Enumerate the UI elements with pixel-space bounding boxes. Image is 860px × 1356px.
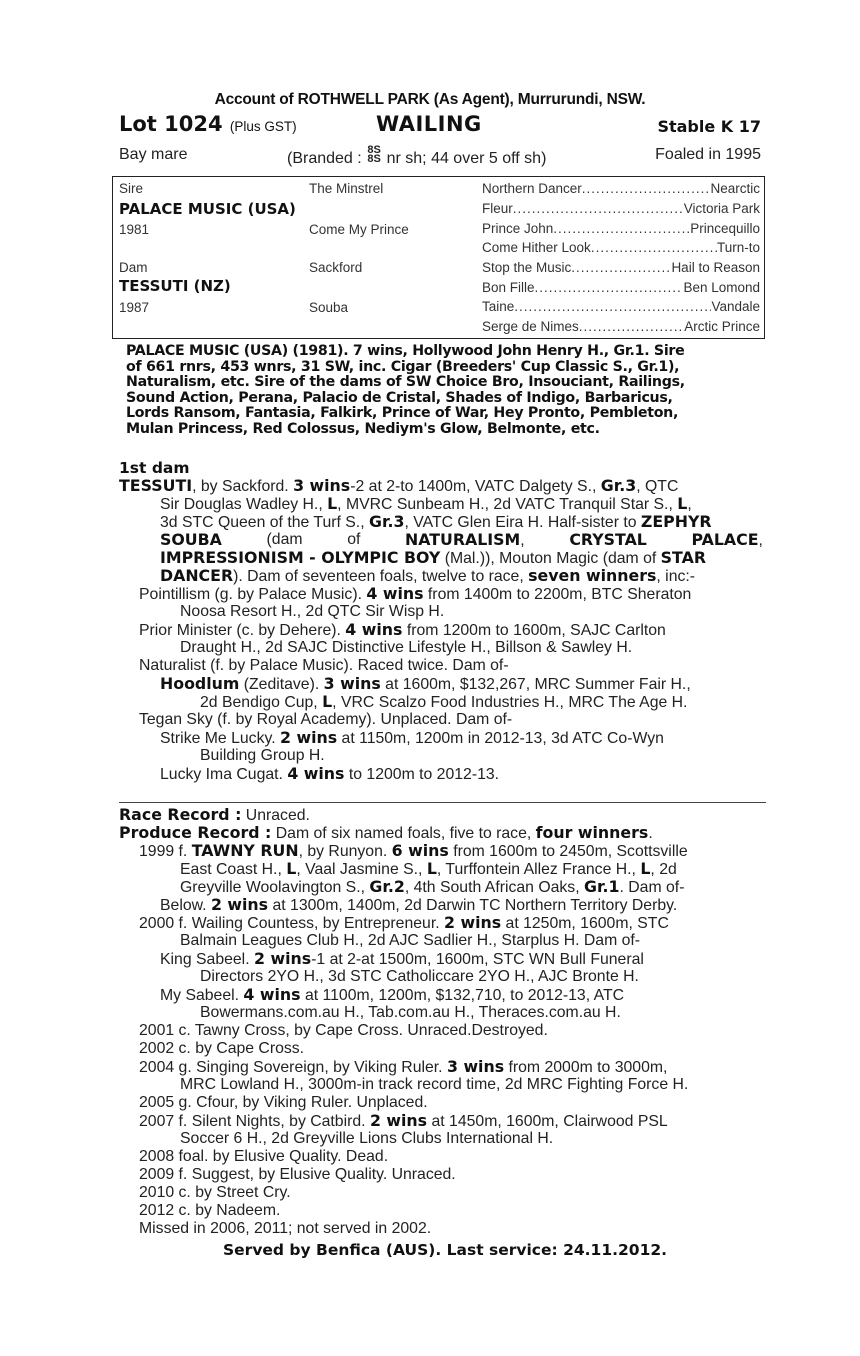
produce-line: Soccer 6 H., 2d Greyville Lions Clubs International H. bbox=[180, 1130, 554, 1147]
text: at 1450m, 1600m, Clairwood PSL bbox=[427, 1113, 668, 1130]
wins-bold: 3 wins bbox=[323, 674, 381, 693]
sire-summary-line: Naturalism, etc. Sire of the dams of SW Choice Bro, Insouciant, Railings, bbox=[126, 374, 685, 390]
ancestor-right: Turn-to bbox=[716, 240, 760, 255]
winners-bold: four winners bbox=[535, 823, 649, 842]
ancestor-row bbox=[482, 201, 760, 216]
produce-line: 2005 g. Cfour, by Viking Ruler. Unplaced. bbox=[139, 1094, 428, 1111]
ancestor-right: Ben Lomond bbox=[683, 280, 760, 295]
ancestor-row bbox=[482, 319, 760, 334]
text: (dam bbox=[266, 531, 303, 548]
produce-record-label: Produce Record : bbox=[119, 823, 272, 842]
sire-name: PALACE MUSIC (USA) bbox=[119, 200, 296, 218]
grade-bold: Gr.2 bbox=[369, 877, 405, 896]
text: Dam of six named foals, five to race, bbox=[271, 825, 536, 842]
text: Below. bbox=[160, 897, 211, 914]
wins-bold: 2 wins bbox=[369, 1111, 428, 1130]
wins-bold: 2 wins bbox=[279, 728, 338, 747]
text: from 2000m to 3000m, bbox=[504, 1059, 668, 1076]
ancestor-left: Bon Fille bbox=[482, 280, 535, 295]
text: Sir Douglas Wadley H., bbox=[160, 496, 328, 513]
progeny-line: Noosa Resort H., 2d QTC Sir Wisp H. bbox=[180, 603, 445, 620]
produce-line bbox=[160, 950, 644, 969]
sire-sire: The Minstrel bbox=[309, 181, 384, 196]
text: , QTC bbox=[636, 478, 679, 495]
brand-rest: nr sh; 44 over 5 off sh) bbox=[382, 150, 547, 167]
ancestor-row bbox=[482, 260, 760, 275]
section-divider bbox=[119, 802, 766, 803]
dam-name-bold: TESSUTI bbox=[119, 476, 193, 495]
produce-line: 2002 c. by Cape Cross. bbox=[139, 1040, 305, 1057]
ancestor-row bbox=[482, 181, 760, 196]
ancestor-left: Taine bbox=[482, 299, 515, 314]
ancestor-row bbox=[482, 280, 760, 295]
sire-summary-line: Mulan Princess, Red Colossus, Nediym's Glow, Belmonte, etc. bbox=[126, 420, 600, 437]
ancestor-right: Hail to Reason bbox=[671, 260, 760, 275]
text: Pointillism (g. by Palace Music). bbox=[139, 586, 367, 603]
text: . bbox=[648, 825, 653, 842]
produce-line: 2001 c. Tawny Cross, by Cape Cross. Unraced.Destroyed. bbox=[139, 1022, 548, 1039]
sire-dam: Come My Prince bbox=[309, 222, 409, 237]
dam-line bbox=[119, 477, 678, 496]
produce-line: 2012 c. by Nadeem. bbox=[139, 1202, 281, 1219]
horse-bold: SOUBA bbox=[160, 530, 222, 549]
sire-summary bbox=[126, 344, 766, 437]
winners-bold: seven winners bbox=[528, 566, 657, 585]
wins-bold: 2 wins bbox=[253, 949, 312, 968]
produce-line: Directors 2YO H., 3d STC Catholiccare 2YO H., AJC Bronte H. bbox=[200, 968, 639, 985]
text: , inc:- bbox=[656, 568, 696, 585]
text: 2004 g. Singing Sovereign, by Viking Ruler. bbox=[139, 1059, 447, 1076]
text: of bbox=[347, 531, 361, 548]
wins-bold: 2 wins bbox=[210, 895, 269, 914]
ancestor-right: Arctic Prince bbox=[684, 319, 760, 334]
text: , Turffontein Allez France H., bbox=[436, 861, 641, 878]
foaled-year: Foaled in 1995 bbox=[655, 146, 761, 163]
text: from 1200m to 1600m, SAJC Carlton bbox=[402, 622, 666, 639]
text: Lucky Ima Cugat. bbox=[160, 766, 288, 783]
text: (Mal.)), Mouton Magic (dam of bbox=[440, 550, 661, 567]
sire-year: 1981 bbox=[119, 222, 150, 237]
text: . Dam of- bbox=[619, 879, 685, 896]
ancestor-right: Princequillo bbox=[690, 221, 760, 236]
dam-name: TESSUTI (NZ) bbox=[119, 277, 231, 295]
progeny-line bbox=[139, 585, 691, 604]
produce-line: Missed in 2006, 2011; not served in 2002. bbox=[139, 1220, 432, 1237]
lot-number bbox=[119, 112, 297, 136]
stable-number: Stable K 17 bbox=[657, 117, 761, 136]
horse-bold: PALACE bbox=[691, 530, 759, 549]
text: at 1100m, 1200m, $132,710, to 2012-13, ATC bbox=[300, 987, 625, 1004]
text: at 1300m, 1400m, 2d Darwin TC Northern Territory Derby. bbox=[268, 897, 678, 914]
text: at 1600m, $132,267, MRC Summer Fair H., bbox=[380, 676, 691, 693]
dam-label: Dam bbox=[119, 260, 148, 275]
wins-bold: 3 wins bbox=[293, 476, 351, 495]
text: Greyville Woolavington S., bbox=[180, 879, 370, 896]
progeny-line bbox=[160, 675, 691, 694]
listed-bold: L bbox=[677, 494, 688, 513]
brand-icon bbox=[366, 146, 382, 164]
grade-bold: Gr.1 bbox=[584, 877, 620, 896]
produce-line bbox=[139, 914, 669, 933]
text: -1 at 2-at 1500m, 1600m, STC WN Bull Funeral bbox=[311, 951, 644, 968]
ancestor-left: Northern Dancer bbox=[482, 181, 582, 196]
ancestor-row bbox=[482, 240, 760, 255]
text: , bbox=[520, 532, 525, 549]
sire-label: Sire bbox=[119, 181, 144, 196]
produce-line bbox=[160, 986, 624, 1005]
progeny-line: Tegan Sky (f. by Royal Academy). Unplaced. Dam of- bbox=[139, 711, 513, 728]
progeny-line: Naturalist (f. by Palace Music). Raced twice. Dam of- bbox=[139, 657, 509, 674]
wins-bold: 2 wins bbox=[444, 913, 502, 932]
ancestor-left: Come Hither Look bbox=[482, 240, 591, 255]
served-by: Served by Benfica (AUS). Last service: 24.11.2012. bbox=[223, 1241, 668, 1259]
wins-bold: 3 wins bbox=[446, 1057, 505, 1076]
text: , Vaal Jasmine S., bbox=[296, 861, 427, 878]
text: to 1200m to 2012-13. bbox=[344, 766, 500, 783]
ancestor-left: Serge de Nimes bbox=[482, 319, 579, 334]
ancestor-right: Nearctic bbox=[710, 181, 760, 196]
colour-sex: Bay mare bbox=[119, 146, 188, 163]
text: , MVRC Sunbeam H., 2d VATC Tranquil Star S., bbox=[337, 496, 678, 513]
produce-line: Balmain Leagues Club H., 2d AJC Sadlier H., Starplus H. Dam of- bbox=[180, 932, 641, 949]
listed-bold: L bbox=[327, 494, 338, 513]
ancestor-left: Fleur bbox=[482, 201, 513, 216]
text: My Sabeel. bbox=[160, 987, 244, 1004]
text: , bbox=[758, 532, 763, 549]
sire-summary-line: of 661 rnrs, 453 wnrs, 31 SW, inc. Cigar (Breeders' Cup Classic S., Gr.1), bbox=[126, 358, 680, 375]
race-record-label: Race Record : bbox=[119, 805, 242, 824]
dam-dam: Souba bbox=[309, 300, 349, 315]
listed-bold: L bbox=[640, 859, 651, 878]
wins-bold: 4 wins bbox=[243, 985, 301, 1004]
lot-label: Lot 1024 bbox=[119, 112, 223, 136]
brand-glyph-bottom: 8S bbox=[367, 153, 381, 165]
progeny-line bbox=[160, 765, 499, 784]
ancestor-right: Vandale bbox=[711, 299, 760, 314]
lot-row bbox=[119, 112, 761, 142]
wins-bold: 6 wins bbox=[391, 841, 449, 860]
dam-line bbox=[160, 549, 706, 568]
progeny-line bbox=[139, 621, 666, 640]
text: from 1600m to 2450m, Scottsville bbox=[448, 843, 688, 860]
wins-bold: 4 wins bbox=[345, 620, 403, 639]
dam-line bbox=[160, 531, 763, 550]
produce-line: 2008 foal. by Elusive Quality. Dead. bbox=[139, 1148, 389, 1165]
brand-text bbox=[287, 146, 546, 168]
produce-line bbox=[139, 842, 688, 861]
text: , bbox=[687, 496, 692, 513]
text: , by Sackford. bbox=[192, 478, 294, 495]
ancestor-row bbox=[482, 221, 760, 236]
horse-bold: NATURALISM bbox=[405, 530, 521, 549]
race-record bbox=[119, 806, 310, 825]
grade-bold: Gr.3 bbox=[600, 476, 637, 495]
produce-line: Bowermans.com.au H., Tab.com.au H., Theraces.com.au H. bbox=[200, 1004, 621, 1021]
text: , 2d bbox=[650, 861, 677, 878]
produce-line bbox=[160, 896, 677, 915]
plus-gst: (Plus GST) bbox=[229, 119, 297, 134]
listed-bold: L bbox=[426, 859, 437, 878]
text: , 4th South African Oaks, bbox=[404, 879, 584, 896]
dam-line bbox=[160, 513, 712, 532]
text: 2007 f. Silent Nights, by Catbird. bbox=[139, 1113, 370, 1130]
produce-line bbox=[180, 878, 684, 897]
horse-bold: CRYSTAL bbox=[569, 530, 647, 549]
horse-bold: TAWNY RUN bbox=[191, 841, 299, 860]
dam-sire: Sackford bbox=[309, 260, 363, 275]
text: (Zeditave). bbox=[239, 676, 324, 693]
text: 1999 f. bbox=[139, 843, 192, 860]
pedigree-box bbox=[112, 176, 765, 339]
horse-bold: STAR bbox=[660, 548, 706, 567]
sire-summary-line: Lords Ransom, Fantasia, Falkirk, Prince of War, Hey Pronto, Pembleton, bbox=[126, 405, 679, 421]
dam-line bbox=[160, 495, 692, 514]
ancestor-left: Prince John bbox=[482, 221, 554, 236]
horse-bold: Hoodlum bbox=[160, 674, 240, 693]
horse-bold: ZEPHYR bbox=[640, 512, 712, 531]
progeny-line bbox=[160, 729, 664, 748]
progeny-line: Building Group H. bbox=[200, 747, 325, 764]
race-record-value: Unraced. bbox=[241, 807, 310, 824]
account-line: Account of ROTHWELL PARK (As Agent), Murrurundi, NSW. bbox=[214, 91, 646, 108]
produce-record bbox=[119, 824, 653, 843]
first-dam-heading: 1st dam bbox=[119, 459, 190, 477]
text: from 1400m to 2200m, BTC Sheraton bbox=[423, 586, 692, 603]
sire-summary-line: PALACE MUSIC (USA) (1981). 7 wins, Hollywood John Henry H., Gr.1. Sire bbox=[126, 343, 685, 359]
produce-line: MRC Lowland H., 3000m-in track record time, 2d MRC Fighting Force H. bbox=[180, 1076, 689, 1093]
text: ). Dam of seventeen foals, twelve to race, bbox=[233, 568, 529, 585]
text: Prior Minister (c. by Dehere). bbox=[139, 622, 346, 639]
produce-line bbox=[139, 1058, 667, 1077]
ancestor-row bbox=[482, 299, 760, 314]
grade-bold: Gr.3 bbox=[368, 512, 405, 531]
wins-bold: 4 wins bbox=[287, 764, 345, 783]
text: East Coast H., bbox=[180, 861, 287, 878]
progeny-line: Draught H., 2d SAJC Distinctive Lifestyle H., Billson & Sawley H. bbox=[180, 639, 633, 656]
produce-line: 2009 f. Suggest, by Elusive Quality. Unraced. bbox=[139, 1166, 456, 1183]
horse-bold: IMPRESSIONISM - OLYMPIC BOY bbox=[160, 548, 441, 567]
text: 2000 f. Wailing Countess, by Entrepreneur. bbox=[139, 915, 444, 932]
text: , VRC Scalzo Food Industries H., MRC The Age H. bbox=[332, 694, 688, 711]
text: , VATC Glen Eira H. Half-sister to bbox=[404, 514, 641, 531]
horse-bold: DANCER bbox=[160, 566, 234, 585]
dam-line bbox=[160, 567, 695, 586]
text: King Sabeel. bbox=[160, 951, 254, 968]
sire-summary-line: Sound Action, Perana, Palacio de Cristal, Shades of Indigo, Barbaricus, bbox=[126, 389, 673, 406]
ancestor-right: Victoria Park bbox=[683, 201, 760, 216]
ancestor-left: Stop the Music bbox=[482, 260, 572, 275]
dam-year: 1987 bbox=[119, 300, 150, 315]
text: 2d Bendigo Cup, bbox=[200, 694, 323, 711]
progeny-line bbox=[200, 693, 687, 712]
listed-bold: L bbox=[322, 692, 333, 711]
wins-bold: 4 wins bbox=[366, 584, 424, 603]
produce-line: 2010 c. by Street Cry. bbox=[139, 1184, 291, 1201]
brand-glyph-top: 8S bbox=[367, 144, 381, 156]
brand-open: (Branded : bbox=[287, 150, 367, 167]
text: Strike Me Lucky. bbox=[160, 730, 280, 747]
produce-line bbox=[139, 1112, 668, 1131]
text: at 1250m, 1600m, STC bbox=[501, 915, 669, 932]
text: at 1150m, 1200m in 2012-13, 3d ATC Co-Wyn bbox=[337, 730, 664, 747]
text: 3d STC Queen of the Turf S., bbox=[160, 514, 369, 531]
horse-name: WAILING bbox=[376, 112, 482, 136]
produce-line bbox=[180, 860, 677, 879]
text: -2 at 2-to 1400m, VATC Dalgety S., bbox=[350, 478, 601, 495]
text: , by Runyon. bbox=[298, 843, 392, 860]
listed-bold: L bbox=[286, 859, 297, 878]
